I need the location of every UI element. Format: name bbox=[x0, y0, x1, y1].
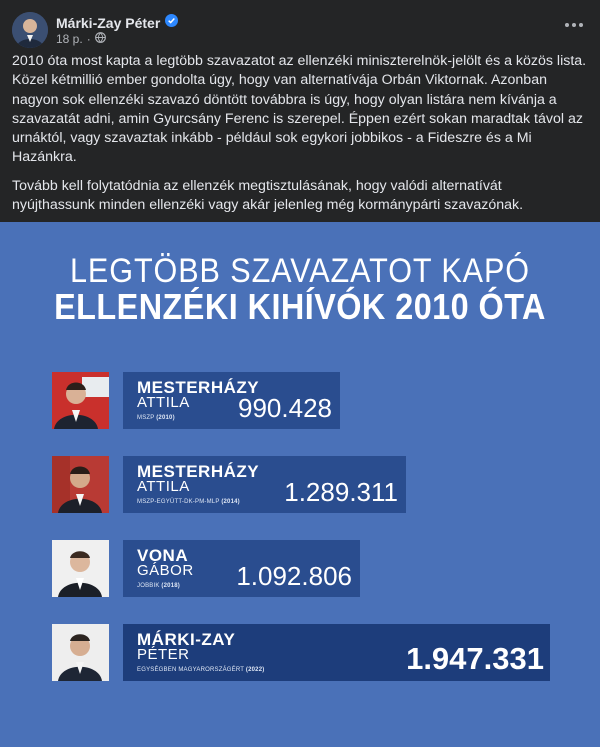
candidate-surname: MESTERHÁZY bbox=[137, 378, 260, 397]
candidate-box bbox=[123, 540, 360, 597]
verified-badge-icon bbox=[165, 14, 178, 32]
more-options-icon[interactable] bbox=[562, 16, 586, 34]
candidate-votes: 1.289.311 bbox=[284, 477, 398, 507]
graphic-title-line2: ELLENZÉKI KIHÍVÓK 2010 ÓTA bbox=[54, 286, 546, 327]
globe-icon bbox=[95, 32, 106, 46]
candidate-photo bbox=[52, 624, 109, 681]
post-timestamp[interactable]: 18 p. bbox=[56, 32, 83, 46]
candidate-box bbox=[123, 456, 406, 513]
candidate-votes: 1.092.806 bbox=[236, 561, 352, 591]
candidate-photo bbox=[52, 456, 109, 513]
candidate-party: MSZP (2010) bbox=[137, 415, 175, 421]
candidate-surname: MESTERHÁZY bbox=[137, 462, 260, 481]
separator-dot: · bbox=[86, 32, 91, 46]
candidate-box bbox=[123, 624, 550, 681]
candidate-surname: MÁRKI-ZAY bbox=[137, 630, 236, 649]
candidate-given-name: GÁBOR bbox=[137, 562, 194, 579]
candidate-given-name: ATTILA bbox=[137, 478, 190, 495]
candidate-votes: 990.428 bbox=[238, 393, 332, 423]
post-paragraph-2: Tovább kell folytatódnia az ellenzék megtisztulásának, hogy valódi alternatívát nyújthassunk minden ellenzéki vagy akár jelenleg még kormánypárti szavazónak. bbox=[12, 177, 524, 214]
candidate-votes: 1.947.331 bbox=[406, 641, 544, 676]
candidate-surname: VONA bbox=[137, 546, 189, 565]
graphic-title-line1: LEGTÖBB SZAVAZATOT KAPÓ bbox=[70, 252, 530, 290]
author-name[interactable]: Márki-Zay Péter bbox=[56, 15, 161, 31]
candidate-photo bbox=[52, 540, 109, 597]
candidate-given-name: ATTILA bbox=[137, 394, 190, 411]
candidate-box bbox=[123, 372, 340, 429]
candidate-party: EGYSÉGBEN MAGYARORSZÁGÉRT (2022) bbox=[137, 667, 265, 673]
post-header bbox=[0, 0, 600, 50]
candidate-photo bbox=[52, 372, 109, 429]
post-image[interactable] bbox=[0, 222, 600, 747]
author-avatar[interactable] bbox=[12, 12, 48, 48]
candidate-party: JOBBIK (2018) bbox=[137, 583, 180, 589]
candidate-given-name: PÉTER bbox=[137, 646, 190, 663]
candidate-party: MSZP-EGYÜTT-DK-PM-MLP (2014) bbox=[137, 499, 240, 505]
post-paragraph-1: 2010 óta most kapta a legtöbb szavazatot az ellenzéki miniszterelnök-jelölt és a közös lista. Közel kétmillió ember gondolta úgy, hogy van alternatívája Orbán Viktornak. Azonban nagyon sok ellenzéki szavazó döntött továbbra is úgy, hogy olyan listára nem kívánja a szavazatát adni, amin Gyurcsány Ferenc is szerepel. Éppen ezért sokan maradtak távol az urnáktól, vagy szavaztak inkább - például sok egykori jobbikos - a Fideszre és a Mi Hazánkra. bbox=[12, 53, 587, 166]
